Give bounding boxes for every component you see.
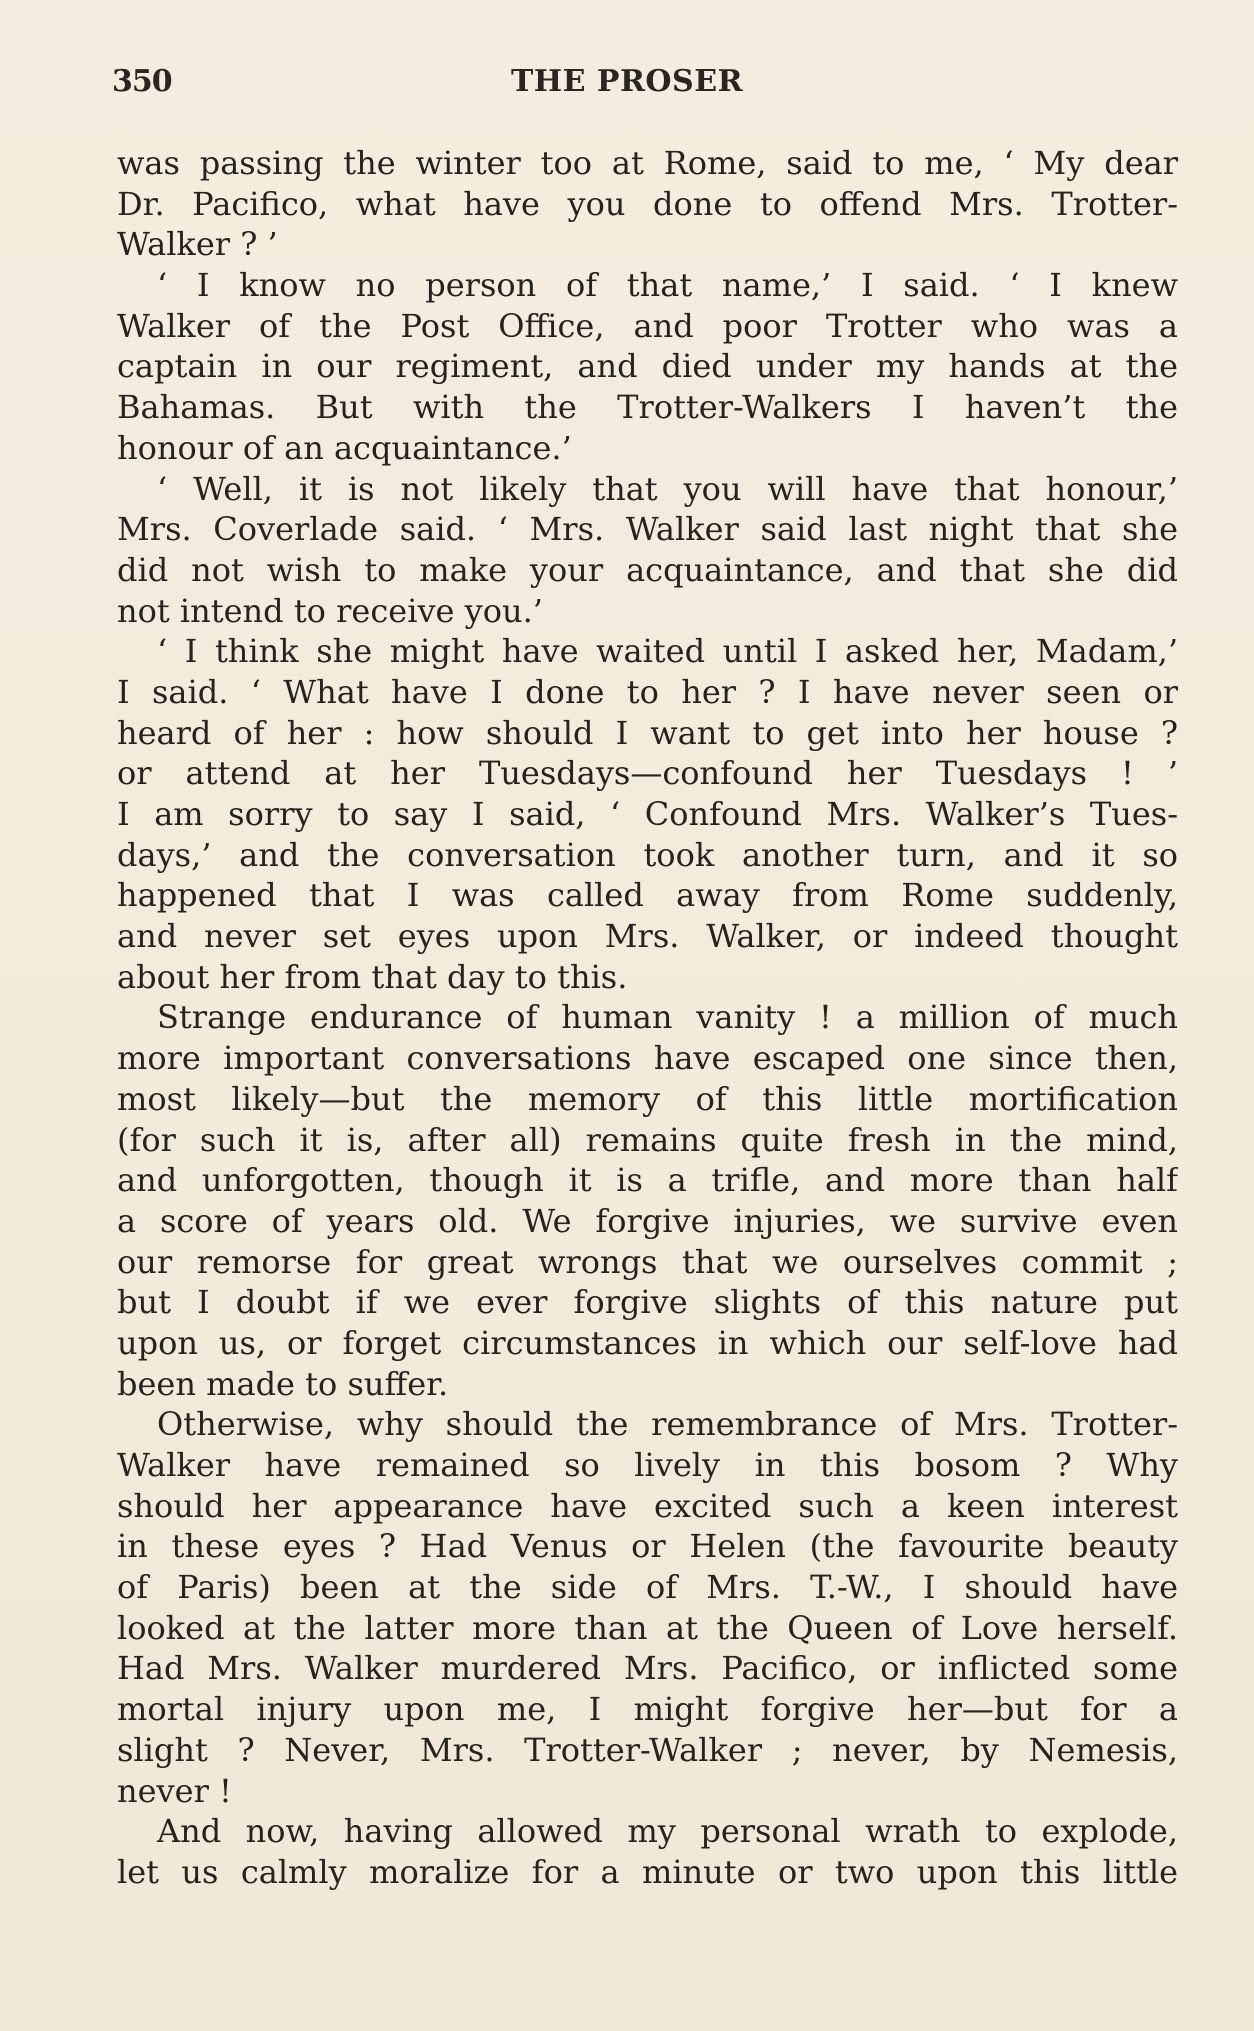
text-line: most likely—but the memory of this little mortification xyxy=(117,1079,1178,1118)
text-line: Had Mrs. Walker murdered Mrs. Pacifico, or inflicted some xyxy=(117,1649,1178,1688)
text-line: Dr. Pacifico, what have you done to offend Mrs. Trotter- xyxy=(117,184,1178,223)
text-line: Walker have remained so lively in this bosom ? Why xyxy=(117,1446,1178,1484)
text-line: And now, having allowed my personal wrath to explode, xyxy=(157,1812,1178,1851)
text-line: honour of an acquaintance.’ xyxy=(117,428,572,467)
text-line: days,’ and the conversation took another turn, and it so xyxy=(117,835,1178,874)
text-line: happened that I was called away from Rome suddenly, xyxy=(117,876,1178,915)
text-line: about her from that day to this. xyxy=(117,957,628,996)
page-number: 350 xyxy=(112,64,172,99)
text-line: in these eyes ? Had Venus or Helen (the favourite beauty xyxy=(117,1527,1178,1566)
text-line: should her appearance have excited such a keen interest xyxy=(117,1486,1178,1525)
text-line: did not wish to make your acquaintance, and that she did xyxy=(117,550,1178,589)
text-line: ‘ I know no person of that name,’ I said. ‘ I knew xyxy=(157,266,1178,305)
text-line: I said. ‘ What have I done to her ? I have never seen or xyxy=(117,672,1178,711)
text-line: slight ? Never, Mrs. Trotter-Walker ; never, by Nemesis, xyxy=(117,1730,1178,1769)
text-line: more important conversations have escaped one since then, xyxy=(117,1039,1178,1078)
text-line: been made to suffer. xyxy=(117,1364,449,1403)
text-line: let us calmly moralize for a minute or two upon this little xyxy=(117,1852,1178,1891)
text-line: or attend at her Tuesdays—confound her Tuesdays ! ’ xyxy=(117,754,1178,793)
text-line: of Paris) been at the side of Mrs. T.-W., I should have xyxy=(117,1568,1178,1607)
running-title: THE PROSER xyxy=(510,64,744,99)
text-line: and never set eyes upon Mrs. Walker, or indeed thought xyxy=(117,917,1178,956)
text-line: not intend to receive you.’ xyxy=(117,591,543,630)
text-line: Mrs. Coverlade said. ‘ Mrs. Walker said last night that she xyxy=(117,510,1178,549)
body-text xyxy=(117,143,1178,1893)
text-line: and unforgotten, though it is a trifle, and more than half xyxy=(117,1161,1178,1200)
text-line: Walker ? ’ xyxy=(117,225,278,264)
text-line: but I doubt if we ever forgive slights of this nature put xyxy=(117,1283,1178,1322)
text-line: upon us, or forget circumstances in which our self-love had xyxy=(117,1323,1178,1362)
text-line: mortal injury upon me, I might forgive her—but for a xyxy=(117,1690,1178,1729)
text-line: never ! xyxy=(117,1771,232,1810)
text-line: looked at the latter more than at the Queen of Love herself. xyxy=(117,1608,1178,1647)
text-line: was passing the winter too at Rome, said to me, ‘ My dear xyxy=(117,144,1178,182)
text-line: Bahamas. But with the Trotter-Walkers I haven’t the xyxy=(117,388,1178,427)
text-line: heard of her : how should I want to get into her house ? xyxy=(117,713,1178,752)
text-line: a score of years old. We forgive injuries, we survive even xyxy=(117,1201,1178,1240)
text-line: I am sorry to say I said, ‘ Confound Mrs. Walker’s Tues- xyxy=(117,795,1178,833)
text-line: ‘ Well, it is not likely that you will have that honour,’ xyxy=(157,469,1178,508)
text-line: captain in our regiment, and died under my hands at the xyxy=(117,347,1178,386)
text-line: Walker of the Post Office, and poor Trotter who was a xyxy=(117,306,1178,345)
text-line: Otherwise, why should the remembrance of Mrs. Trotter- xyxy=(157,1405,1178,1444)
text-line: Strange endurance of human vanity ! a million of much xyxy=(157,998,1178,1037)
text-line: (for such it is, after all) remains quite fresh in the mind, xyxy=(117,1120,1178,1159)
text-line: our remorse for great wrongs that we ourselves commit ; xyxy=(117,1242,1178,1281)
text-line: ‘ I think she might have waited until I asked her, Madam,’ xyxy=(157,632,1178,671)
